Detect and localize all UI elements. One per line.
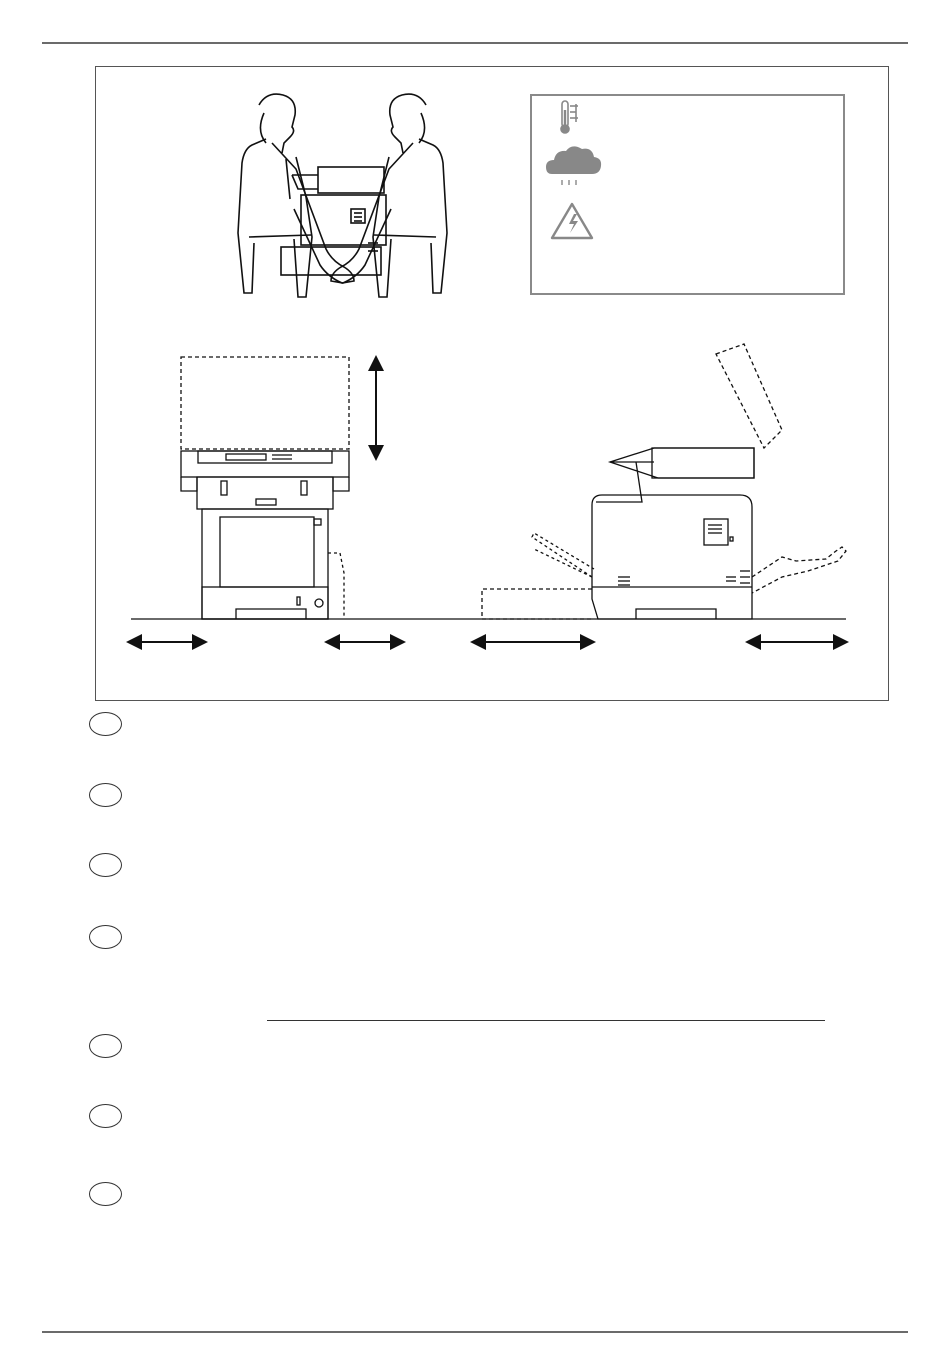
language-marker [89, 783, 122, 807]
language-marker [89, 853, 122, 877]
front-view-illustration [181, 357, 376, 619]
section-divider [267, 1020, 825, 1021]
electrical-hazard-icon [552, 204, 592, 238]
environment-warning-box [530, 94, 845, 295]
side-view-illustration [482, 344, 846, 619]
two-person-lift-illustration [238, 94, 447, 297]
humidity-cloud-icon [546, 146, 601, 185]
header-rule [42, 42, 908, 44]
language-marker [89, 925, 122, 949]
top-clearance-zone [181, 357, 349, 449]
thermometer-icon [561, 101, 578, 133]
language-marker [89, 1182, 122, 1206]
installation-figure [95, 66, 889, 701]
language-marker [89, 712, 122, 736]
footer-rule [42, 1331, 908, 1333]
language-marker [89, 1034, 122, 1058]
language-marker [89, 1104, 122, 1128]
